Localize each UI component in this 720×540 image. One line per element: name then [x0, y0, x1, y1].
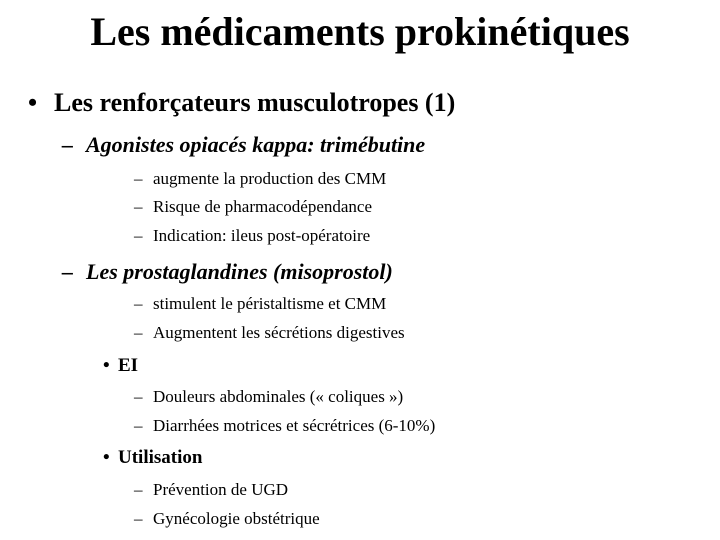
group-label: EI: [118, 355, 139, 376]
section-heading: Les renforçateurs musculotropes (1): [54, 88, 456, 117]
dash-marker: –: [134, 416, 143, 435]
list-item: stimulent le péristaltisme et CMM: [153, 294, 387, 313]
dash-marker: –: [134, 169, 143, 188]
bullet-marker: •: [103, 447, 110, 468]
dash-marker: –: [134, 197, 143, 216]
dash-marker: –: [62, 132, 73, 157]
group-label: Utilisation: [118, 447, 203, 468]
list-item: Prévention de UGD: [153, 480, 289, 499]
list-item: Indication: ileus post-opératoire: [153, 226, 371, 245]
dash-marker: –: [62, 259, 73, 284]
list-item: Gynécologie obstétrique: [153, 509, 320, 528]
list-item: Douleurs abdominales (« coliques »): [153, 387, 404, 406]
slide-title: Les médicaments prokinétiques: [90, 9, 630, 54]
dash-marker: –: [134, 294, 143, 313]
list-item: Augmentent les sécrétions digestives: [153, 323, 405, 342]
subsection-heading: Les prostaglandines (misoprostol): [86, 259, 393, 284]
dash-marker: –: [134, 323, 143, 342]
list-item: augmente la production des CMM: [153, 169, 387, 188]
dash-marker: –: [134, 480, 143, 499]
dash-marker: –: [134, 509, 143, 528]
list-item: Diarrhées motrices et sécrétrices (6-10%): [153, 416, 436, 435]
bullet-marker: •: [28, 88, 38, 117]
list-item: Risque de pharmacodépendance: [153, 197, 373, 216]
dash-marker: –: [134, 387, 143, 406]
dash-marker: –: [134, 226, 143, 245]
bullet-marker: •: [103, 355, 110, 376]
subsection-heading: Agonistes opiacés kappa: trimébutine: [86, 132, 426, 157]
